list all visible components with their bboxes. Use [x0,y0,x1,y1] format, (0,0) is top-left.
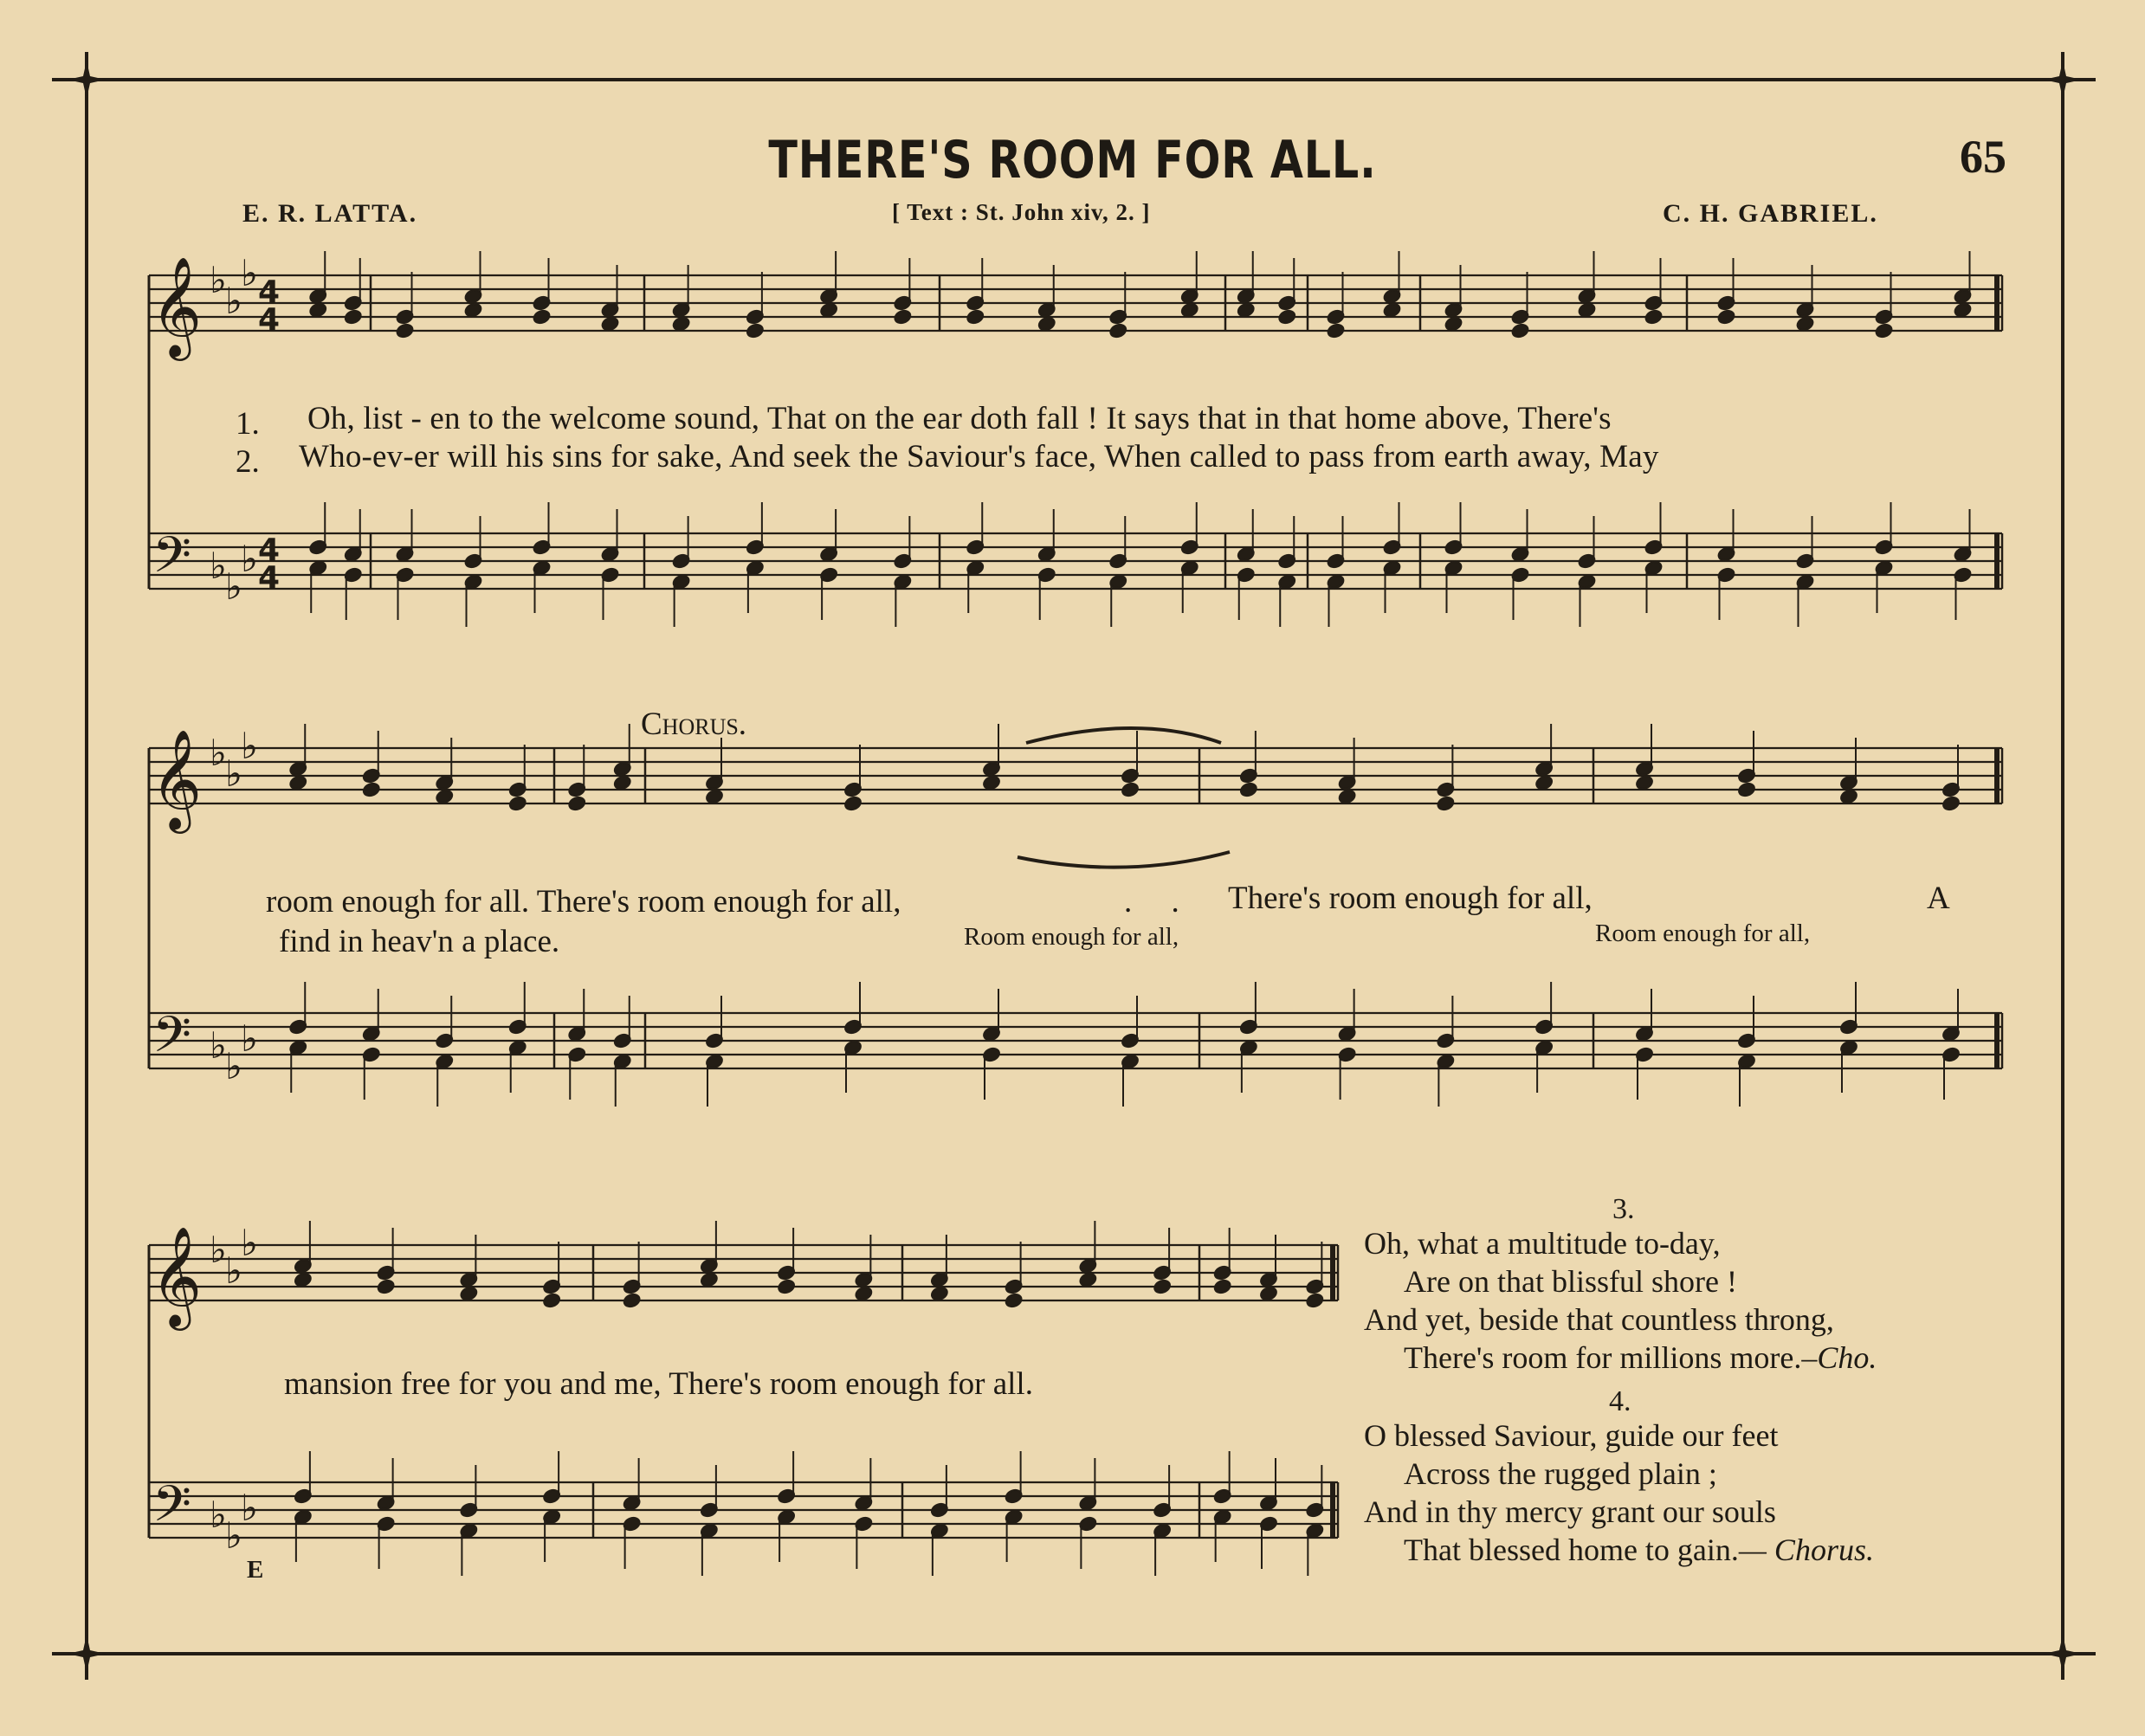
system3-treble-note [1306,1293,1325,1309]
system3-treble-flat-glyph: ♭ [210,1229,227,1271]
system1-treble-note [672,316,691,332]
verse1-lyric: Oh, list - en to the welcome sound, That on the ear doth fall ! It says that in that home above, There's [307,401,1612,436]
system2-treble-flat-glyph: ♭ [210,732,227,774]
system2-treble-note [1121,782,1140,798]
system1-treble-time-top: 4 [258,274,281,310]
system1-treble-note [1954,302,1973,319]
system3-treble-note [777,1279,796,1295]
system1-treble-note [1578,302,1597,319]
system3-treble-note [623,1293,642,1309]
system1-treble-flat-glyph: ♭ [225,280,242,322]
system1-treble-note [1237,302,1256,319]
system2-treble-note [613,775,632,791]
system2-treble-note [1737,782,1756,798]
system2-treble-note [1941,796,1961,812]
system3-treble-note [1079,1272,1098,1288]
system2-treble-note [435,789,454,805]
scripture-reference: [ Text : St. John xiv, 2. ] [892,199,1151,225]
bass-cue-2: Room enough for all, [1595,920,1811,947]
verse1-number: 1. [236,406,260,442]
system1-treble-note [344,309,363,326]
stanza3-line-4 [1364,1339,1877,1377]
system1-bass-clef-glyph: 𝄢 [152,526,192,597]
system1-treble-note [396,323,415,339]
system3-treble-flat-glyph: ♭ [225,1249,242,1292]
system3-treble-note [1005,1293,1024,1309]
system3-treble-note [700,1272,719,1288]
system1-treble-note [308,302,327,319]
system2-bass-flat-glyph: ♭ [225,1045,242,1087]
system2-treble-note [705,789,724,805]
system2-final-bass-bar [1994,1013,2000,1068]
system2-treble-note [362,782,381,798]
system2-treble-flat-glyph: ♭ [241,725,258,767]
system3-treble-note [460,1286,479,1302]
system1-treble-note [1717,309,1736,326]
system3-treble-note [294,1272,313,1288]
system1-treble-note [1875,323,1894,339]
stanza4-line-4 [1364,1531,1874,1569]
system1-treble-flat-glyph: ♭ [241,252,258,294]
system3-final-bass-bar [1330,1482,1335,1538]
final-lyric-line: mansion free for you and me, There's room enough for all. [284,1366,1033,1402]
system3-final-treble-bar [1330,1245,1335,1300]
stanza4-line-2: Across the rugged plain ; [1404,1456,1717,1491]
system1-treble-note [1108,323,1127,339]
stanza4-line-1: O blessed Saviour, guide our feet [1364,1418,1779,1453]
system2-treble-note [982,775,1001,791]
system1-treble-note [1511,323,1530,339]
stanza4-number: 4. [1609,1385,1631,1417]
system3-bass-flat-glyph: ♭ [241,1487,258,1529]
system2-treble-flat-glyph: ♭ [225,752,242,795]
system1-treble-note [464,302,483,319]
system1-final-bass-bar [1994,533,2000,589]
stanza3-suffix: –Cho. [1801,1340,1877,1375]
system3-treble-clef-glyph: 𝄞 [151,1225,203,1326]
system3-bass-flat-glyph: ♭ [225,1514,242,1557]
system3-treble-note [930,1286,949,1302]
system2-treble-note [1839,789,1858,805]
system1-treble-note [1796,316,1815,332]
chorus-lyric-dots: . . [1124,884,1195,920]
system2-treble-clef-glyph: 𝄞 [151,728,203,829]
stanza3-line-2: Are on that blissful shore ! [1404,1264,1737,1299]
system2-treble-note [1534,775,1554,791]
chorus-lyric-line1d: A [1927,881,1950,916]
system1-bass-time-bottom: 4 [258,560,281,596]
system1-treble-note [1277,309,1296,326]
stanza4-line-4-text: That blessed home to gain. [1404,1533,1739,1567]
system2-bass-clef-glyph: 𝄢 [152,1005,192,1076]
stanza3-line-1: Oh, what a multitude to-day, [1364,1226,1721,1261]
page-number: 65 [1960,131,2006,183]
system1-treble-note [819,302,838,319]
system3-treble-note [1153,1279,1172,1295]
chorus-lyric-line1a: room enough for all. There's room enough for all, [266,884,901,920]
system1-treble-note [1383,302,1402,319]
system1-treble-note [1644,309,1664,326]
system3-treble-note [377,1279,396,1295]
stanza4-line-3: And in thy mercy grant our souls [1364,1494,1776,1529]
system2-treble-note [1635,775,1654,791]
system1-treble-note [1037,316,1056,332]
stanza3-number: 3. [1612,1193,1635,1225]
chorus-lyric-line1c: There's room enough for all, [1228,881,1593,916]
system1-treble-note [1327,323,1346,339]
author-credit: E. R. LATTA. [242,199,418,228]
system3-treble-note [855,1286,874,1302]
system1-treble-note [1180,302,1199,319]
system1-treble-note [746,323,765,339]
stanza4-suffix: — Chorus. [1738,1533,1874,1567]
stanza4-text [1364,1417,1874,1569]
system1-treble-note [601,316,620,332]
verse2-lyric-continued: find in heav'n a place. [279,924,560,959]
system1-treble-note [966,309,985,326]
system1-bass-flat-glyph: ♭ [225,565,242,608]
system1-treble-note [894,309,913,326]
system1-treble-time-bottom: 4 [258,302,281,338]
verse2-number: 2. [236,444,260,480]
system3-bass-flat-glyph: ♭ [210,1494,227,1536]
system2-final-treble-bar [1994,748,2000,803]
system3-treble-note [542,1293,561,1309]
verse2-lyric: Who-ev-er will his sins for sake, And seek the Saviour's face, When called to pass from earth away, May [299,439,1659,474]
system1-bass-time-top: 4 [258,532,281,568]
system1-treble-clef-glyph: 𝄞 [151,255,203,357]
bass-cue-1: Room enough for all, [964,923,1179,951]
stanza3-line-4-text: There's room for millions more. [1404,1340,1802,1375]
system2-treble-note [567,796,586,812]
bass-mark: E [247,1556,264,1584]
system2-treble-note [843,796,863,812]
system1-treble-note [1444,316,1463,332]
system1-treble-note [533,309,552,326]
system1-bass-flat-glyph: ♭ [210,545,227,587]
hymn-title: THERE'S ROOM FOR ALL. [768,130,1377,190]
chorus-tie-lower [1018,852,1230,868]
system1-treble-flat-glyph: ♭ [210,259,227,301]
stanza3-text [1364,1224,1877,1377]
system2-treble-note [1239,782,1258,798]
system3-treble-note [1259,1286,1278,1302]
system3-treble-flat-glyph: ♭ [241,1222,258,1264]
system2-treble-note [1437,796,1456,812]
stanza3-line-3: And yet, beside that countless throng, [1364,1302,1834,1337]
system2-treble-note [508,796,527,812]
system2-treble-note [288,775,307,791]
system3-bass-clef-glyph: 𝄢 [152,1475,192,1546]
system2-treble-note [1338,789,1357,805]
system1-final-treble-bar [1994,275,2000,331]
chorus-label: Chorus. [641,707,747,742]
chorus-tie-upper [1026,728,1221,743]
composer-credit: C. H. GABRIEL. [1663,199,1878,228]
system2-bass-flat-glyph: ♭ [241,1017,258,1060]
system1-bass-flat-glyph: ♭ [241,538,258,580]
system2-bass-flat-glyph: ♭ [210,1024,227,1067]
system3-treble-note [1213,1279,1232,1295]
